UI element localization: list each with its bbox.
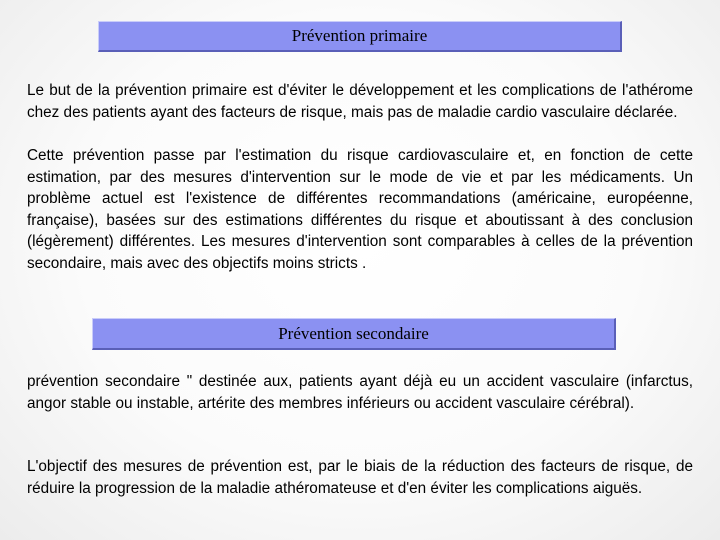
secondary-prevention-paragraph-2: L'objectif des mesures de prévention est, par le biais de la réduction des facteurs de risque, de réduire la progression de la maladie athéromateuse et d'en éviter les complications aiguës. (27, 458, 693, 497)
heading-prevention-primaire-text: Prévention primaire (291, 26, 428, 45)
heading-prevention-primaire (98, 21, 622, 52)
heading-prevention-secondaire (92, 318, 616, 350)
secondary-prevention-paragraph-1: prévention secondaire " destinée aux, patients ayant déjà eu un accident vasculaire (infarctus, angor stable ou instable, artérite des membres inférieurs ou accident vasculaire cérébral). (27, 373, 693, 412)
primary-prevention-paragraph-2: Cette prévention passe par l'estimation du risque cardiovasculaire et, en fonction de cette estimation, par des mesures d'intervention sur le mode de vie et par les médicaments. Un problème actuel est l'existence de différentes recommandations (américaine, européenne, française), basées sur des estimations différentes du risque et aboutissant à des conclusion (légèrement) différentes. Les mesures d'intervention sont comparables à celles de la prévention secondaire, mais avec des objectifs moins stricts . (27, 147, 693, 272)
heading-prevention-secondaire-text: Prévention secondaire (278, 323, 429, 343)
primary-prevention-paragraph-1: Le but de la prévention primaire est d'éviter le développement et les complications de l'athérome chez des patients ayant des facteurs de risque, mais pas de maladie cardio vasculaire déclarée. (27, 82, 693, 121)
